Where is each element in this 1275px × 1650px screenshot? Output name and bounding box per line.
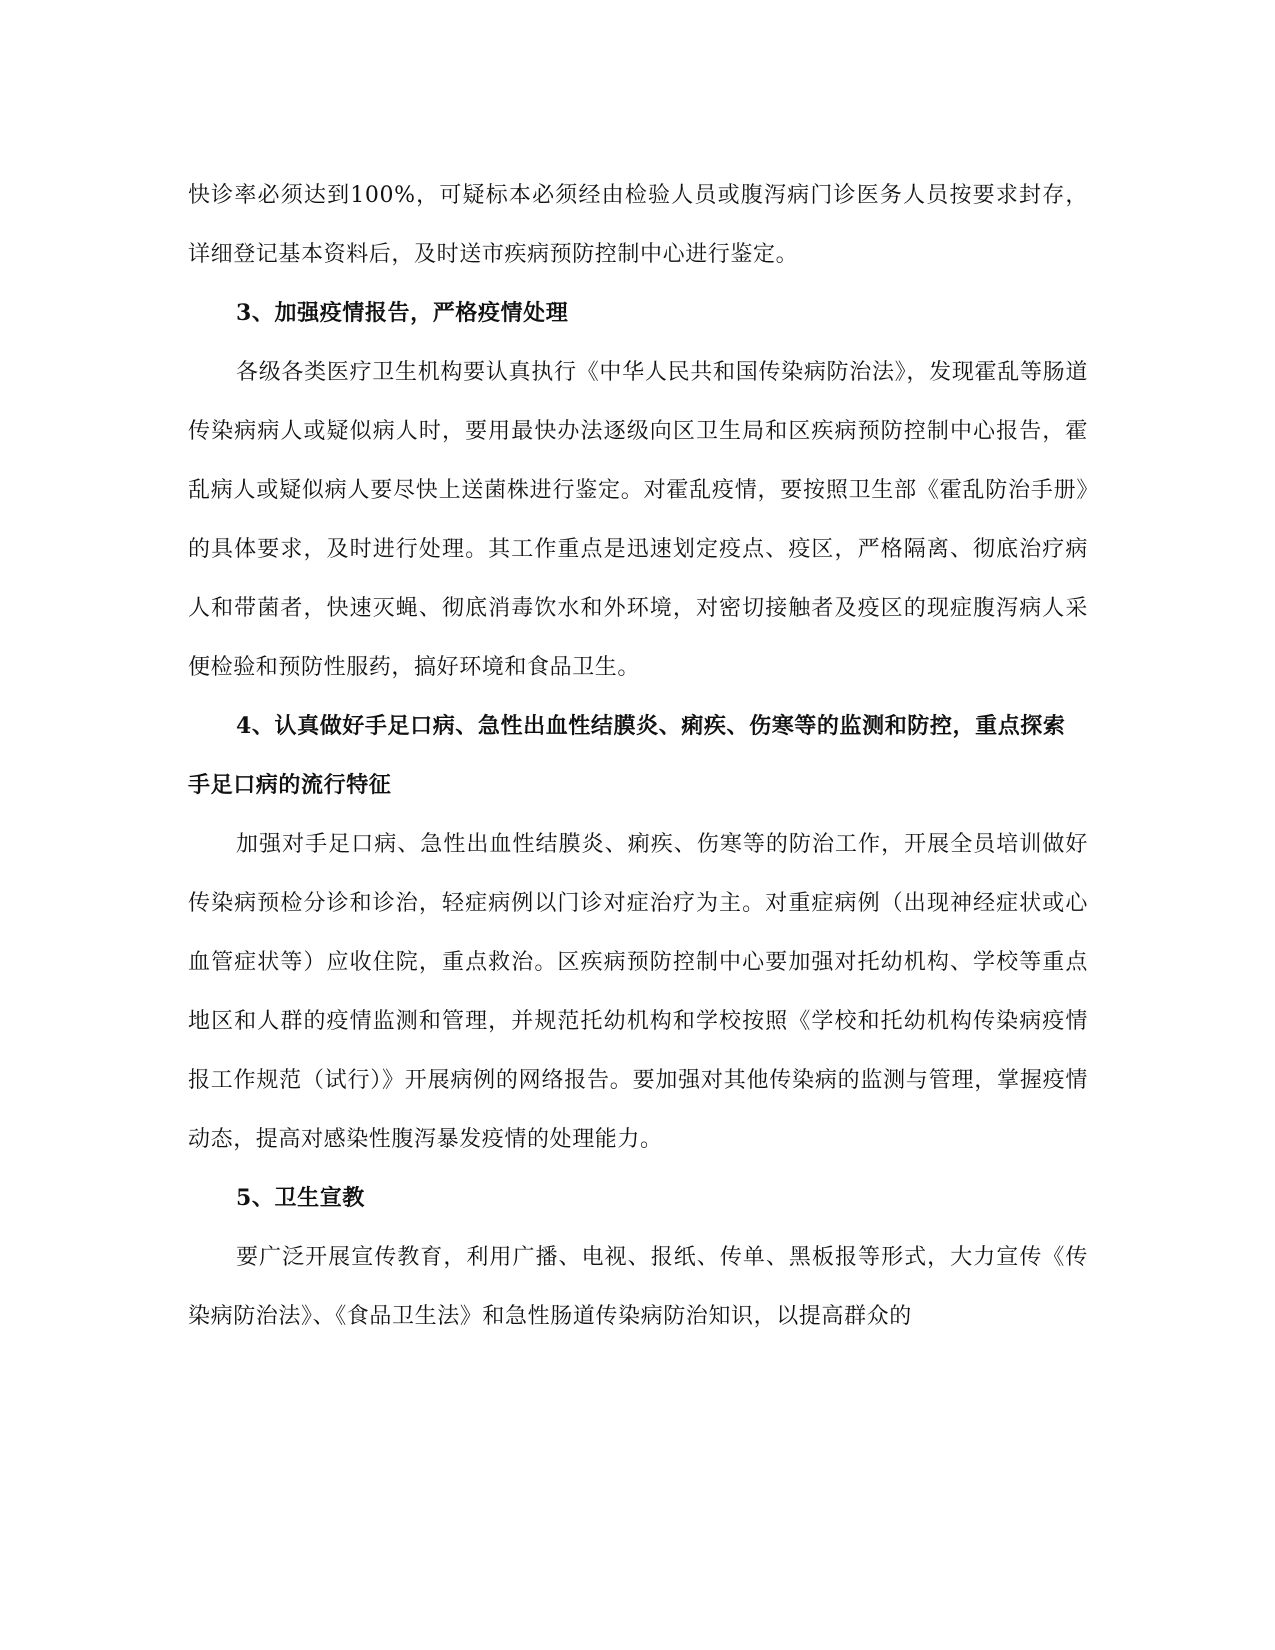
document-body	[188, 166, 1088, 1346]
section-3-paragraph: 各级各类医疗卫生机构要认真执行《中华人民共和国传染病防治法》，发现霍乱等肠道传染病病人或疑似病人时，要用最快办法逐级向区卫生局和区疾病预防控制中心报告，霍乱病人或疑似病人要尽快上送菌株进行鉴定。对霍乱疫情，要按照卫生部《霍乱防治手册》的具体要求，及时进行处理。其工作重点是迅速划定疫点、疫区，严格隔离、彻底治疗病人和带菌者，快速灭蝇、彻底消毒饮水和外环境，对密切接触者及疫区的现症腹泻病人采便检验和预防性服药，搞好环境和食品卫生。	[188, 360, 1088, 680]
continuation-paragraph: 快诊率必须达到100%，可疑标本必须经由检验人员或腹泻病门诊医务人员按要求封存，详细登记基本资料后，及时送市疾病预防控制中心进行鉴定。	[188, 183, 1088, 267]
section-5-paragraph: 要广泛开展宣传教育，利用广播、电视、报纸、传单、黑板报等形式，大力宣传《传染病防治法》、《食品卫生法》和急性肠道传染病防治知识，以提高群众的	[188, 1245, 1088, 1329]
section-3-heading: 3、加强疫情报告，严格疫情处理	[236, 300, 569, 326]
section-5-heading: 5、卫生宣教	[236, 1185, 365, 1211]
section-4-heading: 4、认真做好手足口病、急性出血性结膜炎、痢疾、伤寒等的监测和防控，重点探索手足口病的流行特征	[188, 713, 1066, 798]
section-4-paragraph: 加强对手足口病、急性出血性结膜炎、痢疾、伤寒等的防治工作，开展全员培训做好传染病预检分诊和诊治，轻症病例以门诊对症治疗为主。对重症病例（出现神经症状或心血管症状等）应收住院，重点救治。区疾病预防控制中心要加强对托幼机构、学校等重点地区和人群的疫情监测和管理，并规范托幼机构和学校按照《学校和托幼机构传染病疫情报工作规范（试行）》开展病例的网络报告。要加强对其他传染病的监测与管理，掌握疫情动态，提高对感染性腹泻暴发疫情的处理能力。	[188, 832, 1088, 1152]
